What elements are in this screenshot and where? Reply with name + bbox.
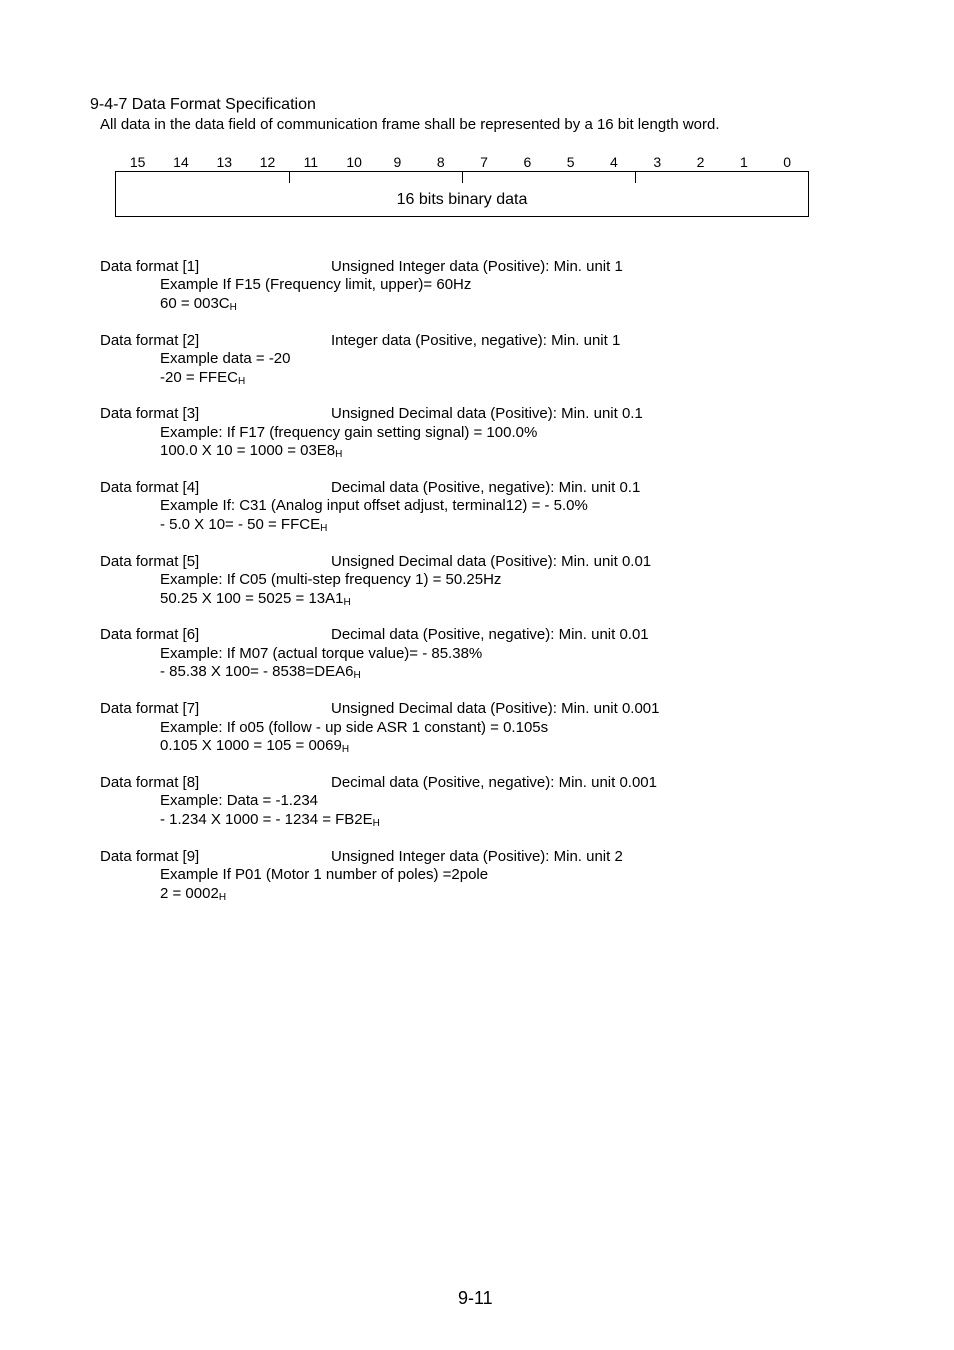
format-example: Example: If F17 (frequency gain setting signal) = 100.0% [160, 424, 538, 441]
format-name: Data format [7] [100, 700, 200, 717]
format-calculation: 0.105 X $1000 = 105 = 0069_H$ [160, 737, 350, 755]
hex-subscript: H [335, 449, 343, 460]
format-description: Decimal data (Positive, negative): Min. unit 0.1 [331, 479, 641, 496]
format-calculation: 50.25 X $100 = 5025 = 13A1_H$ [160, 590, 351, 608]
hex-subscript: H [218, 892, 227, 903]
format-calculation: - 1.234 X 1000 = - $1234 = FB2E_H$ [160, 811, 380, 829]
bit-number: 12 [259, 154, 276, 170]
hex-subscript: H [320, 523, 328, 534]
format-description: Unsigned Decimal data (Positive): Min. unit 0.01 [331, 553, 652, 570]
format-example: Example: If M07 (actual torque value)= - 85.38% [160, 645, 483, 662]
nibble-divider [462, 172, 463, 183]
format-example: Example: If o05 (follow - up side ASR 1 constant) = 0.105s [160, 719, 549, 736]
hex-subscript: H [372, 818, 380, 829]
format-example: Example If P01 (Motor 1 number of poles) =2pole [160, 866, 489, 883]
bit-number: 5 [566, 154, 575, 170]
format-calculation: - 5.0 X $10= - 50 = FFCE_H$ [160, 516, 328, 534]
hex-subscript: H [341, 744, 350, 755]
format-description: Unsigned Decimal data (Positive): Min. unit 0.001 [331, 700, 660, 717]
format-calculation: 100.0 X $10 = 1000 = 03E8_H$ [160, 442, 343, 460]
format-name: Data format [4] [100, 479, 200, 496]
format-example: Example If: C31 (Analog input offset adjust, terminal12) = - 5.0% [160, 497, 588, 514]
format-name: Data format [9] [100, 848, 200, 865]
format-description: Unsigned Integer data (Positive): Min. unit 2 [331, 848, 623, 865]
hex-subscript: H [353, 670, 361, 681]
format-name: Data format [1] [100, 258, 200, 275]
format-name: Data format [5] [100, 553, 200, 570]
bit-number: 3 [653, 154, 662, 170]
format-name: Data format [6] [100, 626, 200, 643]
bit-number: 0 [783, 154, 792, 170]
format-name: Data format [8] [100, 774, 200, 791]
format-calculation: $60 = 003C_H$ [160, 295, 237, 313]
bit-number: 7 [480, 154, 488, 170]
format-example: Example: Data = -1.234 [160, 792, 319, 809]
format-example: Example: If C05 (multi-step frequency 1) = 50.25Hz [160, 571, 502, 588]
format-description: Decimal data (Positive, negative): Min. unit 0.001 [331, 774, 657, 791]
bit-number: 10 [346, 154, 362, 170]
format-description: Unsigned Integer data (Positive): Min. unit 1 [331, 258, 623, 275]
bit-number: 6 [523, 154, 532, 170]
bit-number: 2 [696, 154, 705, 170]
bit-number: 15 [129, 154, 146, 170]
format-calculation: $-20 = FFEC_H$ [160, 369, 246, 387]
format-calculation: $2 = 0002_H$ [160, 885, 227, 903]
bit-number: 9 [393, 154, 402, 170]
word-box [115, 171, 809, 217]
section-description: All data in the data field of communication frame shall be represented by a 16 bit length word. [100, 116, 720, 133]
bit-number: 8 [436, 154, 445, 170]
hex-subscript: H [229, 302, 237, 313]
format-example: Example data = -20 [160, 350, 291, 367]
nibble-divider [635, 172, 636, 183]
hex-subscript: H [343, 597, 351, 608]
hex-subscript: H [237, 376, 246, 387]
format-example: Example If F15 (Frequency limit, upper)= 60Hz [160, 276, 472, 293]
nibble-divider [289, 172, 290, 183]
format-description: Integer data (Positive, negative): Min. unit 1 [331, 332, 621, 349]
format-name: Data format [2] [100, 332, 200, 349]
page-number: 9-11 [458, 1288, 493, 1308]
bit-number-row [116, 153, 809, 171]
bit-number: 4 [610, 154, 618, 170]
format-description: Unsigned Decimal data (Positive): Min. unit 0.1 [331, 405, 643, 422]
bit-number: 13 [216, 154, 233, 170]
bit-number: 1 [739, 154, 748, 170]
word-label: 16 bits binary data [396, 191, 528, 208]
format-name: Data format [3] [100, 405, 200, 422]
format-description: Decimal data (Positive, negative): Min. unit 0.01 [331, 626, 649, 643]
format-calculation: - 85.38 X $100= - 8538=DEA6_H$ [160, 663, 361, 681]
bit-number: 14 [173, 154, 189, 170]
bit-number: 11 [303, 154, 319, 170]
section-title: 9-4-7 Data Format Specification [90, 96, 316, 113]
